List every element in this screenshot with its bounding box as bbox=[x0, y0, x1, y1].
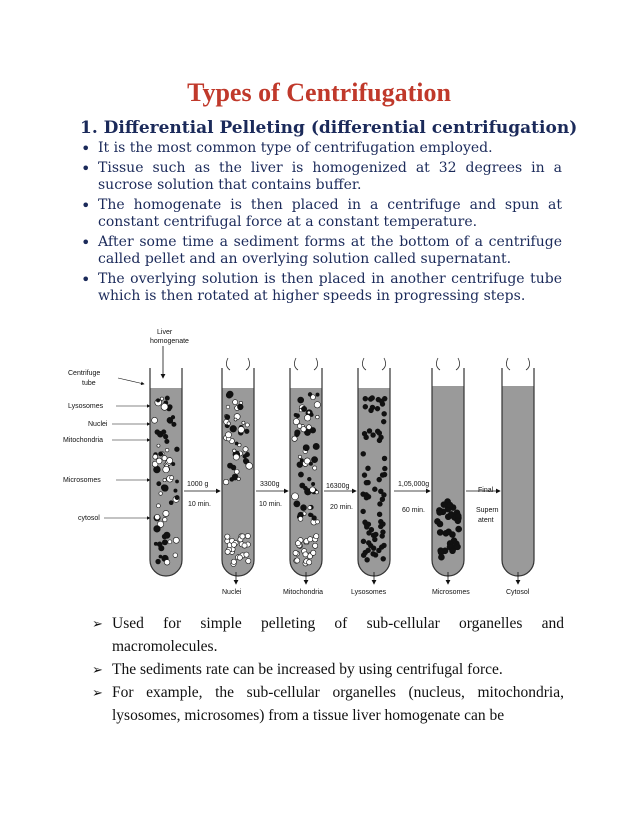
point-item bbox=[92, 681, 564, 727]
step-force: Final bbox=[478, 487, 494, 494]
particle bbox=[313, 443, 319, 449]
particle bbox=[361, 539, 366, 544]
step-force: 1,05,000g bbox=[398, 481, 430, 488]
tube-lip bbox=[382, 358, 386, 370]
tube-liquid bbox=[502, 386, 534, 576]
particle bbox=[175, 480, 178, 483]
particle bbox=[367, 429, 372, 434]
particle bbox=[163, 434, 168, 439]
particle bbox=[161, 403, 168, 410]
pellet-particle bbox=[225, 534, 230, 539]
particle bbox=[225, 432, 231, 438]
pellet-particle bbox=[434, 518, 440, 524]
particle bbox=[225, 415, 230, 420]
step-force: 16300g bbox=[326, 483, 350, 490]
point-text: For example, the sub-cellular organelles (nucleus, mitochondria, lysosomes, microsomes) from a tissue liver homogenate can be bbox=[112, 684, 564, 724]
particle bbox=[246, 463, 253, 470]
particle bbox=[361, 553, 366, 558]
pellet-particle bbox=[231, 559, 236, 564]
particle bbox=[297, 424, 301, 428]
particle bbox=[367, 531, 372, 536]
point-item bbox=[92, 612, 564, 658]
particle bbox=[155, 514, 160, 519]
particle bbox=[379, 399, 384, 404]
pellet-particle bbox=[455, 544, 461, 550]
particle bbox=[310, 514, 313, 517]
label-nuclei: Nuclei bbox=[88, 421, 108, 428]
particle bbox=[153, 454, 158, 459]
particle bbox=[167, 458, 173, 464]
particle bbox=[303, 445, 308, 450]
bottom-label: Lysosomes bbox=[351, 589, 387, 596]
arrow-line bbox=[118, 378, 144, 384]
particle bbox=[292, 493, 299, 500]
tube-lip bbox=[362, 358, 366, 370]
particle bbox=[311, 395, 316, 400]
particle bbox=[230, 425, 237, 432]
particle bbox=[233, 400, 238, 405]
particle bbox=[307, 411, 310, 414]
particle bbox=[298, 516, 303, 521]
particle bbox=[361, 451, 366, 456]
particle bbox=[363, 404, 368, 409]
tube-lip bbox=[246, 358, 250, 370]
label-centrifuge: Centrifuge bbox=[68, 370, 101, 377]
pellet-particle bbox=[313, 543, 318, 548]
particle bbox=[313, 466, 317, 470]
particle bbox=[173, 537, 179, 543]
pellet-particle bbox=[311, 550, 316, 555]
particle bbox=[233, 449, 236, 452]
particle bbox=[234, 418, 237, 421]
particle bbox=[378, 489, 383, 494]
centrifuge-tube bbox=[432, 358, 464, 576]
particle bbox=[163, 466, 170, 473]
particle bbox=[364, 480, 369, 485]
particle bbox=[381, 556, 386, 561]
tube-lip bbox=[456, 358, 460, 370]
pellet-particle bbox=[455, 518, 461, 524]
particle bbox=[165, 439, 169, 443]
particle bbox=[363, 520, 368, 525]
particle bbox=[165, 448, 169, 452]
particle bbox=[298, 455, 301, 458]
point-text: Used for simple pelleting of sub-cellular organelles and macromolecules. bbox=[112, 615, 564, 655]
pellet-particle bbox=[437, 529, 443, 535]
particle bbox=[377, 512, 382, 517]
bullet-list bbox=[80, 140, 562, 308]
tube-lip bbox=[294, 358, 298, 370]
pellet-particle bbox=[314, 534, 319, 539]
particle bbox=[162, 485, 169, 492]
tube-lip bbox=[436, 358, 440, 370]
pellet-particle bbox=[242, 543, 247, 548]
particle bbox=[174, 489, 177, 492]
particle bbox=[169, 501, 173, 505]
particle bbox=[372, 537, 377, 542]
particle bbox=[156, 504, 160, 508]
particle bbox=[158, 452, 162, 456]
particle bbox=[235, 442, 238, 445]
pellet-particle bbox=[246, 558, 251, 563]
pellet-particle bbox=[449, 532, 455, 538]
particle bbox=[364, 435, 369, 440]
pellet-particle bbox=[237, 555, 242, 560]
point-list bbox=[92, 612, 564, 727]
particle bbox=[160, 397, 163, 400]
particle bbox=[364, 495, 369, 500]
centrifuge-tube bbox=[290, 358, 322, 576]
label-microsomes: Microsomes bbox=[63, 477, 101, 484]
particle bbox=[156, 399, 159, 402]
pellet-particle bbox=[448, 511, 454, 517]
pellet-particle bbox=[240, 534, 245, 539]
bullet-item: • The homogenate is then placed in a centrifuge and spun at constant centrifugal force at a constant temperature. bbox=[80, 197, 562, 231]
pellet-particle bbox=[244, 552, 249, 557]
particle bbox=[380, 497, 385, 502]
particle bbox=[309, 462, 312, 465]
centrifuge-tube bbox=[358, 358, 390, 576]
arrow-bullet-icon: ➢ bbox=[92, 616, 103, 631]
particle bbox=[226, 405, 230, 409]
bottom-label: Nuclei bbox=[222, 589, 242, 596]
particle bbox=[237, 404, 243, 410]
label-supernatant: atent bbox=[478, 517, 494, 524]
particle bbox=[369, 408, 374, 413]
particle bbox=[157, 444, 160, 447]
particle bbox=[375, 406, 380, 411]
pellet-particle bbox=[295, 541, 300, 546]
particle bbox=[164, 560, 170, 566]
particle bbox=[382, 456, 387, 461]
step-force: 3300g bbox=[260, 481, 280, 488]
particle bbox=[227, 422, 230, 425]
particle bbox=[366, 466, 371, 471]
particle bbox=[238, 426, 244, 432]
centrifuge-tube bbox=[502, 358, 534, 576]
particle bbox=[167, 417, 173, 423]
particle bbox=[164, 532, 170, 538]
particle bbox=[234, 469, 239, 474]
label-cytosol: cytosol bbox=[78, 515, 100, 522]
label-tube: tube bbox=[82, 380, 96, 387]
pellet-particle bbox=[456, 526, 462, 532]
particle bbox=[295, 430, 301, 436]
label-homogenate: homogenate bbox=[150, 338, 189, 345]
bullet-item: • It is the most common type of centrifugation employed. bbox=[80, 140, 562, 157]
particle bbox=[237, 477, 240, 480]
particle bbox=[301, 406, 306, 411]
particle bbox=[163, 478, 166, 481]
particle bbox=[173, 553, 178, 558]
particle bbox=[315, 520, 319, 524]
particle bbox=[381, 419, 386, 424]
page-title: Types of Centrifugation bbox=[187, 78, 451, 107]
particle bbox=[163, 517, 167, 521]
particle bbox=[242, 421, 245, 424]
particle bbox=[304, 415, 310, 421]
bullet-item: • After some time a sediment forms at the bottom of a centrifuge called pellet and an overlying solution called supernatant. bbox=[80, 234, 562, 268]
particle bbox=[168, 540, 172, 544]
particle bbox=[170, 476, 174, 480]
bullet-item: • The overlying solution is then placed in another centrifuge tube which is then rotated at higher speeds in progressing steps. bbox=[80, 271, 562, 305]
particle bbox=[159, 555, 162, 558]
pellet-particle bbox=[245, 533, 250, 538]
particle bbox=[297, 462, 303, 468]
pellet-particle bbox=[303, 552, 308, 557]
step-time: 10 min. bbox=[188, 501, 211, 508]
particle bbox=[163, 510, 169, 516]
particle bbox=[371, 546, 376, 551]
particle bbox=[298, 397, 304, 403]
particle bbox=[156, 559, 161, 564]
pellet-particle bbox=[437, 509, 443, 515]
particle bbox=[373, 532, 378, 537]
particle bbox=[159, 546, 164, 551]
particle bbox=[381, 522, 386, 527]
pellet-particle bbox=[450, 548, 456, 554]
point-item bbox=[92, 658, 564, 681]
pellet-particle bbox=[441, 502, 447, 508]
particle bbox=[363, 396, 368, 401]
particle bbox=[382, 472, 387, 477]
step-time: 10 min. bbox=[259, 501, 282, 508]
particle bbox=[372, 487, 377, 492]
arrow-bullet-icon: ➢ bbox=[92, 662, 103, 677]
particle bbox=[310, 487, 316, 493]
particle bbox=[294, 413, 297, 416]
label-supernatant: Supern bbox=[476, 507, 499, 514]
particle bbox=[371, 551, 376, 556]
particle bbox=[233, 454, 239, 460]
particle bbox=[366, 548, 371, 553]
particle bbox=[161, 430, 166, 435]
pellet-particle bbox=[308, 537, 313, 542]
step-force: 1000 g bbox=[187, 481, 209, 488]
particle bbox=[245, 423, 249, 427]
particle bbox=[376, 548, 381, 553]
particle bbox=[298, 472, 303, 477]
particle bbox=[165, 396, 169, 400]
step-time: 60 min. bbox=[402, 507, 425, 514]
particle bbox=[227, 463, 232, 468]
particle bbox=[308, 506, 312, 510]
label-lysosomes: Lysosomes bbox=[68, 403, 104, 410]
particle bbox=[175, 495, 179, 499]
section-heading: 1. Differential Pelleting (differential centrifugation) bbox=[80, 118, 578, 138]
particle bbox=[311, 457, 317, 463]
step-time: 20 min. bbox=[330, 504, 353, 511]
particle bbox=[361, 509, 366, 514]
pellet-particle bbox=[447, 502, 453, 508]
label-mitochondria: Mitochondria bbox=[63, 437, 104, 444]
particle bbox=[315, 491, 318, 494]
pellet-particle bbox=[295, 558, 300, 563]
particle bbox=[303, 486, 307, 490]
particle bbox=[378, 502, 383, 507]
particle bbox=[245, 429, 250, 434]
particle bbox=[379, 435, 384, 440]
particle bbox=[152, 417, 158, 423]
bottom-label: Microsomes bbox=[432, 589, 470, 596]
point-text: The sediments rate can be increased by using centrifugal force. bbox=[112, 661, 503, 678]
label-liver: Liver bbox=[157, 329, 173, 336]
particle bbox=[311, 482, 314, 485]
particle bbox=[316, 415, 319, 418]
particle bbox=[230, 477, 234, 481]
particle bbox=[314, 402, 320, 408]
pellet-particle bbox=[225, 549, 230, 554]
pellet-particle bbox=[438, 554, 444, 560]
particle bbox=[172, 462, 175, 465]
particle bbox=[157, 482, 161, 486]
particle bbox=[172, 422, 176, 426]
particle bbox=[154, 542, 157, 545]
tube-lip bbox=[314, 358, 318, 370]
particle bbox=[365, 557, 370, 562]
centrifugation-diagram bbox=[60, 326, 570, 602]
centrifuge-tube bbox=[222, 358, 254, 576]
particle bbox=[159, 492, 163, 496]
particle bbox=[370, 396, 375, 401]
particle bbox=[156, 458, 162, 464]
pellet-particle bbox=[307, 560, 312, 565]
arrow-bullet-icon: ➢ bbox=[92, 685, 103, 700]
pellet-particle bbox=[293, 550, 298, 555]
particle bbox=[362, 473, 367, 478]
bottom-label: Cytosol bbox=[506, 589, 530, 596]
particle bbox=[364, 525, 369, 530]
particle bbox=[382, 466, 387, 471]
particle bbox=[226, 392, 232, 398]
particle bbox=[307, 425, 312, 430]
tube-lip bbox=[506, 358, 510, 370]
pellet-particle bbox=[231, 542, 236, 547]
tube-lip bbox=[226, 358, 230, 370]
particle bbox=[162, 456, 167, 461]
particle bbox=[307, 477, 311, 481]
particle bbox=[162, 540, 167, 545]
particle bbox=[371, 433, 376, 438]
bullet-item: • Tissue such as the liver is homogenized at 32 degrees in a sucrose solution that contains buffer. bbox=[80, 160, 562, 194]
particle bbox=[377, 477, 382, 482]
particle bbox=[243, 454, 247, 458]
tube-lip bbox=[526, 358, 530, 370]
particle bbox=[381, 530, 386, 535]
particle bbox=[243, 447, 248, 452]
particle bbox=[175, 447, 180, 452]
particle bbox=[316, 393, 319, 396]
bottom-label: Mitochondria bbox=[283, 589, 324, 596]
particle bbox=[292, 436, 297, 441]
particle bbox=[301, 505, 307, 511]
centrifuge-tube bbox=[150, 368, 182, 576]
particle bbox=[294, 501, 300, 507]
particle bbox=[382, 411, 387, 416]
particle bbox=[223, 479, 228, 484]
particle bbox=[154, 526, 161, 533]
